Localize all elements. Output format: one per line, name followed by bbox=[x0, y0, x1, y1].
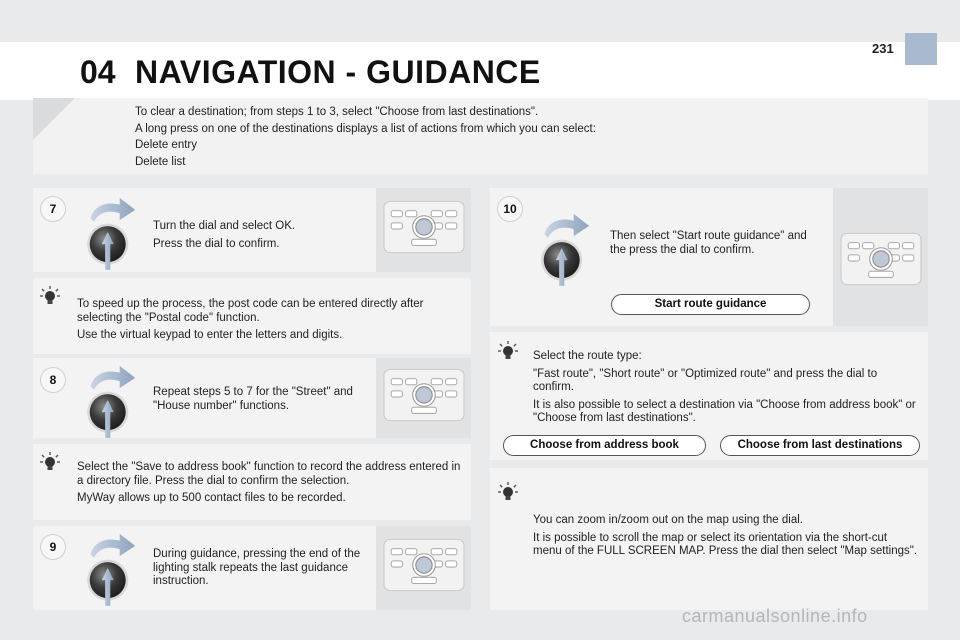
step-7-line: Turn the dial and select OK. bbox=[153, 220, 296, 232]
step-10-text bbox=[610, 230, 820, 261]
chapter-number: 04 bbox=[80, 54, 116, 90]
step-10-badge: 10 bbox=[497, 196, 523, 222]
tip-line: Select the "Save to address book" function to record the address entered in a directory file. Press the dial to confirm the selection. bbox=[77, 461, 461, 487]
corner-accent-square bbox=[905, 33, 937, 65]
step-8-text bbox=[153, 386, 363, 417]
step-10-line: Then select "Start route guidance" and the press the dial to confirm. bbox=[610, 230, 807, 256]
tip-zoom-text bbox=[533, 514, 918, 563]
choose-address-book-button[interactable]: Choose from address book bbox=[503, 435, 706, 456]
step-8-badge: 8 bbox=[40, 367, 66, 393]
tip-line: Select the route type: bbox=[533, 350, 642, 362]
corner-dot bbox=[927, 74, 937, 84]
tip-line: You can zoom in/zoom out on the map using the dial. bbox=[533, 514, 803, 526]
tip-route-text bbox=[533, 350, 918, 430]
step-8-line: Repeat steps 5 to 7 for the "Street" and "House number" functions. bbox=[153, 386, 353, 412]
page-title: NAVIGATION - GUIDANCE bbox=[135, 54, 541, 90]
corner-dot bbox=[927, 86, 937, 96]
intro-line: Delete list bbox=[135, 155, 186, 168]
tip-line: Use the virtual keypad to enter the letters and digits. bbox=[77, 329, 343, 341]
dial-icon bbox=[82, 362, 142, 440]
tip-address-text bbox=[77, 461, 462, 510]
dial-icon bbox=[82, 530, 142, 608]
step-7-badge: 7 bbox=[40, 196, 66, 222]
step-9-badge: 9 bbox=[40, 534, 66, 560]
tip-line: "Fast route", "Short route" or "Optimized route" and press the dial to confirm. bbox=[533, 367, 878, 393]
step-7-text bbox=[153, 220, 363, 255]
corner-dot bbox=[917, 66, 927, 76]
lightbulb-icon bbox=[497, 340, 519, 362]
start-route-guidance-button[interactable]: Start route guidance bbox=[611, 294, 810, 315]
radio-panel-icon bbox=[383, 538, 465, 592]
step-9-text bbox=[153, 548, 363, 593]
step-9-line: During guidance, pressing the end of the lighting stalk repeats the last guidance instruction. bbox=[153, 548, 361, 587]
tip-line: It is also possible to select a destination via "Choose from address book" or "Choose from last destinations". bbox=[533, 398, 916, 424]
lightbulb-icon bbox=[497, 481, 519, 503]
intro-corner bbox=[33, 98, 75, 140]
intro-line: A long press on one of the destinations displays a list of actions from which you can select: bbox=[135, 122, 596, 135]
radio-panel-icon bbox=[383, 200, 465, 254]
page-number: 231 bbox=[872, 41, 894, 56]
lightbulb-icon bbox=[39, 285, 61, 307]
step-7-line: Press the dial to confirm. bbox=[153, 237, 280, 250]
tip-line: To speed up the process, the post code can be entered directly after selecting the "Postal code" function. bbox=[77, 298, 424, 324]
lightbulb-icon bbox=[39, 451, 61, 473]
tip-line: MyWay allows up to 500 contact files to be recorded. bbox=[77, 492, 346, 504]
tip-postcode-text bbox=[77, 298, 457, 347]
intro-line: To clear a destination; from steps 1 to 3, select "Choose from last destinations". bbox=[135, 106, 539, 118]
watermark: carmanualsonline.info bbox=[682, 606, 868, 626]
tip-line: It is possible to scroll the map or select its orientation via the short-cut menu of the FULL SCREEN MAP. Press the dial then select "Map settings". bbox=[533, 531, 918, 557]
choose-last-destinations-button[interactable]: Choose from last destinations bbox=[720, 435, 920, 456]
intro-text bbox=[135, 104, 915, 170]
radio-panel-icon bbox=[840, 232, 922, 286]
radio-panel-icon bbox=[383, 368, 465, 422]
intro-line: Delete entry bbox=[135, 139, 198, 151]
dial-icon bbox=[82, 194, 142, 272]
dial-icon bbox=[536, 210, 596, 288]
